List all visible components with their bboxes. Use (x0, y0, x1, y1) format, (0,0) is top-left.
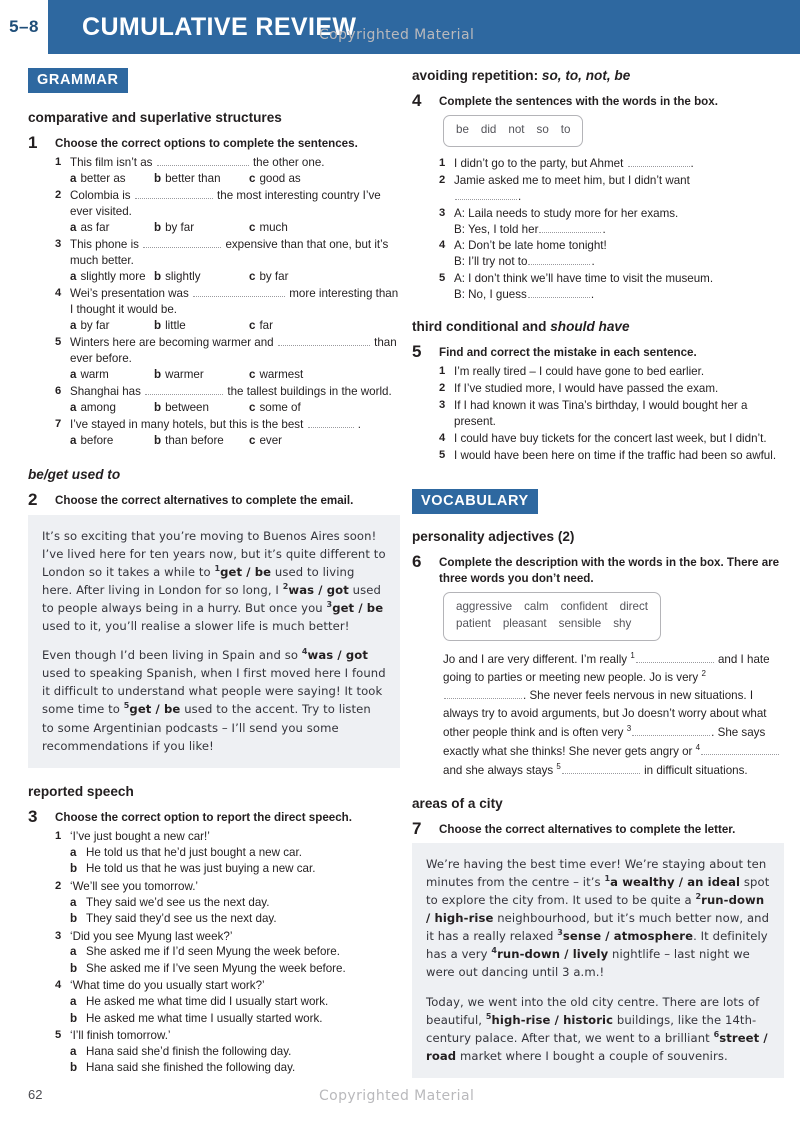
option-a[interactable]: a by far (70, 319, 110, 333)
exercise-3-items (55, 829, 400, 1077)
alternative-choice[interactable]: was / got (288, 582, 349, 597)
item-text: If I had known it was Tina’s birthday, I would bought her a present. (454, 398, 748, 428)
list-item (55, 188, 400, 236)
item-number: 1 (55, 829, 62, 842)
item-number: 3 (439, 398, 446, 411)
item-text-after: . (518, 189, 522, 203)
option-c[interactable]: c some of (249, 401, 301, 415)
heading-personality-adjectives: personality adjectives (2) (412, 529, 575, 545)
dialogue-line-b: B: No, I guess . (454, 288, 595, 302)
answer-blank[interactable] (636, 652, 714, 663)
item-number: 3 (55, 238, 62, 251)
item-text-before: I didn’t go to the party, but Ahmet (454, 157, 624, 171)
answer-blank[interactable] (562, 763, 640, 774)
option-a[interactable]: a before (70, 434, 114, 448)
word-box-item[interactable]: did (480, 123, 497, 137)
item-number: 4 (439, 431, 446, 444)
item-text-before: I’ve stayed in many hotels, but this is the best (70, 418, 304, 432)
word-box-item[interactable]: calm (524, 600, 549, 614)
item-number: 4 (55, 287, 62, 300)
exercise-2-rubric: Choose the correct alternatives to complete the email. (55, 494, 354, 508)
option-b[interactable]: b slightly (154, 270, 201, 284)
page-title: CUMULATIVE REVIEW (82, 13, 357, 41)
option-row (70, 400, 400, 416)
item-number: 2 (55, 879, 62, 892)
answer-blank[interactable] (157, 156, 249, 167)
answer-blank[interactable] (632, 726, 710, 737)
letter-panel (412, 843, 784, 1078)
option-b[interactable]: b little (154, 319, 186, 333)
exercise-3-rubric: Choose the correct option to report the direct speech. (55, 810, 352, 824)
option-c[interactable]: c warmest (249, 368, 304, 382)
alternative-choice[interactable]: a wealthy / an ideal (610, 875, 741, 890)
list-item[interactable] (439, 381, 784, 397)
gap-number: 4 (695, 743, 701, 753)
heading-avoiding-repetition: avoiding repetition: so, to, not, be (412, 68, 631, 83)
alternative-choice[interactable]: street / road (426, 1030, 768, 1063)
left-column (28, 68, 400, 1091)
answer-blank[interactable] (143, 238, 221, 249)
list-item (439, 206, 784, 238)
list-item[interactable] (439, 398, 784, 430)
dialogue-line-b: B: I’ll try not to . (454, 255, 595, 269)
option-c[interactable]: c far (249, 319, 273, 333)
item-number: 2 (439, 382, 446, 395)
option-a[interactable]: a He told us that he’d just bought a new car. (70, 845, 302, 859)
option-row (70, 433, 400, 449)
alternative-choice[interactable]: get / be (332, 601, 384, 616)
answer-blank[interactable] (145, 385, 223, 396)
exercise-2-number: 2 (28, 490, 38, 510)
word-box-item[interactable]: pleasant (502, 616, 547, 630)
answer-blank[interactable] (539, 222, 601, 233)
item-text-before: This phone is (70, 238, 139, 252)
option-c[interactable]: c by far (249, 270, 289, 284)
option-c[interactable]: c ever (249, 434, 283, 448)
list-item (55, 237, 400, 285)
list-item (55, 978, 400, 1027)
list-item[interactable] (439, 431, 784, 447)
direct-speech-prompt: ‘I’ve just bought a new car!’ (70, 829, 210, 843)
item-number: 3 (55, 929, 62, 942)
list-item (55, 1028, 400, 1077)
option-row (70, 269, 400, 285)
heading-third-conditional: third conditional and should have (412, 318, 630, 334)
option-stack (70, 895, 400, 928)
section-badge-grammar: GRAMMAR (28, 68, 128, 93)
exercise-7-number: 7 (412, 818, 422, 838)
option-a[interactable]: a They said we’d see us the next day. (70, 895, 270, 909)
alternative-choice[interactable]: get / be (220, 564, 272, 579)
letter-paragraph-2: Today, we went into the old city centre. There are lots of beautiful, $^5$high-rise / historic buildings, like the 14th-century palace. After that, we went to a brilliant $^6$street / road market where I bought a couple of souvenirs. (426, 994, 768, 1063)
item-text-after: . (357, 418, 361, 432)
exercise-4 (412, 90, 784, 303)
option-a[interactable]: a slightly more (70, 270, 146, 284)
option-b[interactable]: b warmer (154, 368, 204, 382)
item-number: 1 (439, 365, 446, 378)
answer-blank[interactable] (455, 189, 517, 200)
word-box-item[interactable]: shy (613, 616, 632, 630)
word-box-item[interactable]: confident (560, 600, 608, 614)
item-text-before: Winters here are becoming warmer and (70, 336, 274, 350)
direct-speech-prompt: ‘What time do you usually start work?’ (70, 979, 265, 993)
exercise-6 (412, 552, 784, 779)
option-b[interactable]: b between (154, 401, 209, 415)
item-text-before: Jamie asked me to meet him, but I didn’t want (454, 173, 690, 187)
option-stack (70, 944, 400, 977)
option-a[interactable]: a She asked me if I’d seen Myung the week before. (70, 945, 340, 959)
heading-comparative-superlative: comparative and superlative structures (28, 110, 282, 125)
dialogue-line-a: A: Laila needs to study more for her exams. (454, 206, 679, 220)
item-text-before: Wei’s presentation was (70, 287, 189, 301)
item-text-after: the other one. (252, 156, 325, 170)
answer-blank[interactable] (444, 689, 522, 700)
item-number: 3 (439, 206, 446, 219)
item-number: 4 (55, 979, 62, 992)
alternative-choice[interactable]: get / be (129, 702, 181, 717)
option-row (70, 367, 400, 383)
item-number: 5 (55, 1029, 62, 1042)
exercise-5 (412, 341, 784, 464)
exercise-2 (28, 490, 400, 767)
list-item[interactable] (439, 364, 784, 380)
item-text: If I’ve studied more, I would have passed the exam. (454, 382, 719, 396)
option-stack (70, 845, 400, 878)
option-c[interactable]: c good as (249, 172, 301, 186)
option-b[interactable]: b than before (154, 434, 224, 448)
email-paragraph-2: Even though I’d been living in Spain and so $^4$was / got used to speaking Spanish, when I first moved here I found it difficult to understand what people were saying! It took some time to $^5$get / be used to the accent. Try to listen to some Argentinian podcasts – I’ll send you some recommendations if you like! (42, 647, 386, 753)
alternative-choice[interactable]: run-down / high-rise (426, 893, 765, 926)
alternative-choice[interactable]: high-rise / historic (491, 1012, 614, 1027)
word-box-row (456, 599, 648, 616)
gap-number: 3 (626, 724, 632, 734)
word-box-item[interactable]: so (536, 123, 549, 137)
word-box-item[interactable]: aggressive (456, 600, 513, 614)
option-c[interactable]: c much (249, 221, 288, 235)
item-number: 7 (55, 418, 62, 431)
alternative-choice[interactable]: run-down / lively (497, 947, 609, 962)
item-number: 5 (55, 336, 62, 349)
item-text-after: more interesting than I thought it would be. (70, 287, 399, 317)
exercise-7-rubric: Choose the correct alternatives to complete the letter. (439, 822, 736, 836)
item-number: 2 (439, 173, 446, 186)
option-a[interactable]: a Hana said she’d finish the following day. (70, 1044, 292, 1058)
list-item (439, 156, 784, 172)
list-item (55, 335, 400, 383)
exercise-5-items (439, 364, 784, 463)
word-box (443, 592, 661, 641)
watermark-bottom: Copyrighted Material (319, 1088, 475, 1104)
heading-reported-speech: reported speech (28, 783, 134, 799)
option-b[interactable]: b by far (154, 221, 195, 235)
alternative-choice[interactable]: was / got (307, 648, 368, 663)
answer-blank[interactable] (528, 288, 590, 299)
answer-blank[interactable] (135, 189, 213, 200)
exercise-1-items (55, 155, 400, 449)
alternative-choice[interactable]: sense / atmosphere (562, 929, 694, 944)
watermark-top: Copyrighted Material (319, 27, 475, 43)
option-stack (70, 994, 400, 1027)
item-text: I could have buy tickets for the concert last week, but I didn’t. (454, 431, 767, 445)
exercise-5-number: 5 (412, 341, 422, 361)
gap-number: 5 (556, 761, 561, 771)
exercise-3-number: 3 (28, 806, 38, 826)
option-a[interactable]: a as far (70, 221, 110, 235)
item-text-before: Shanghai has (70, 385, 141, 399)
exercise-1 (28, 132, 400, 449)
gap-number: 2 (701, 669, 706, 679)
item-text-after: than ever before. (70, 336, 397, 366)
option-a[interactable]: a warm (70, 368, 109, 382)
gap-number: 1 (630, 650, 635, 660)
item-text: I’m really tired – I could have gone to bed earlier. (454, 365, 705, 379)
word-box-item[interactable]: patient (456, 616, 491, 630)
letter-paragraph-1: We’re having the best time ever! We’re staying about ten minutes from the centre – it’s $^1$a wealthy / an ideal spot to explore the city from. It used to be quite a $^2$run-down / high-rise neighbourhood, but it’s much better now, and it has a really relaxed $^3$sense / atmosphere. It definitely has a very $^4$run-down / lively nightlife – last night we were out dancing until 3 a.m.! (426, 857, 770, 980)
exercise-3 (28, 806, 400, 1077)
direct-speech-prompt: ‘Did you see Myung last week?’ (70, 929, 233, 943)
list-item (55, 286, 400, 334)
dialogue-line-a: A: Don’t be late home tonight! (454, 239, 607, 253)
list-item (439, 238, 784, 270)
exercise-1-rubric: Choose the correct options to complete the sentences. (55, 136, 358, 150)
section-badge-vocabulary: VOCABULARY (412, 489, 538, 514)
option-row (70, 318, 400, 334)
option-row (70, 220, 400, 236)
exercise-6-number: 6 (412, 552, 422, 572)
option-stack (70, 1044, 400, 1077)
answer-blank[interactable] (278, 336, 370, 347)
exercise-5-rubric: Find and correct the mistake in each sentence. (439, 345, 697, 359)
exercise-1-number: 1 (28, 132, 38, 152)
list-item (55, 155, 400, 187)
exercise-6-rubric: Complete the description with the words in the box. There are three words you don’t need. (439, 556, 780, 585)
heading-areas-of-a-city: areas of a city (412, 795, 503, 811)
description-gapfill: Jo and I are very different. I’m really $^1$ and I hate going to parties or meeting new people. Jo is very $^2$. She never feels nervous in new situations. I always try to avoid arguments, but Jo doesn’t worry about what other people think and is often very $^3$ . She says exactly what she thinks! She never gets angry or $^4$ and she always stays $^5$ in difficult situations. (443, 650, 784, 780)
dialogue-line-a: A: I don’t think we’ll have time to visit the museum. (454, 272, 714, 286)
answer-blank[interactable] (193, 287, 285, 298)
email-paragraph-1: It’s so exciting that you’re moving to Buenos Aires soon! I’ve lived here for ten years now, but it’s quite different to London so it takes a while to $^1$get / be used to living here. After living in London for so long, I $^2$was / got used to people always being in a hurry. But once you $^3$get / be used to it, you’ll realise a slower life is much better! (42, 528, 386, 634)
unit-range-label: 5–8 (9, 17, 39, 36)
item-text-after: the most interesting country I’ve ever visited. (70, 189, 381, 219)
list-item[interactable] (439, 448, 784, 464)
item-text-after: . (690, 157, 694, 171)
option-b[interactable]: b Hana said she finished the following day. (70, 1061, 296, 1075)
item-text-after: the tallest buildings in the world. (227, 385, 392, 399)
email-panel (28, 515, 400, 768)
item-number: 1 (55, 156, 62, 169)
answer-blank[interactable] (308, 418, 354, 429)
item-number: 6 (55, 385, 62, 398)
option-row (70, 171, 400, 187)
option-b[interactable]: b She asked me if I’ve seen Myung the week before. (70, 961, 346, 975)
item-text-before: Colombia is (70, 189, 131, 203)
answer-blank[interactable] (701, 744, 779, 755)
list-item (55, 384, 400, 416)
item-text-after: expensive than that one, but it’s much better. (70, 238, 389, 268)
exercise-7 (412, 818, 784, 1078)
list-item (55, 417, 400, 449)
option-a[interactable]: a He asked me what time did I usually start work. (70, 995, 329, 1009)
dialogue-line-b: B: Yes, I told her . (454, 222, 606, 236)
exercise-4-items (439, 156, 784, 303)
item-number: 5 (439, 448, 446, 461)
option-b[interactable]: b He asked me what time I usually started work. (70, 1011, 323, 1025)
option-b[interactable]: b better than (154, 172, 221, 186)
option-a[interactable]: a better as (70, 172, 126, 186)
option-b[interactable]: b He told us that he was just buying a new car. (70, 862, 316, 876)
option-b[interactable]: b They said they’d see us the next day. (70, 912, 277, 926)
item-number: 4 (439, 239, 446, 252)
word-box-item[interactable]: be (456, 123, 469, 137)
item-number: 2 (55, 189, 62, 202)
list-item (439, 271, 784, 303)
exercise-4-number: 4 (412, 90, 422, 110)
word-box-item[interactable]: to (560, 123, 571, 137)
word-box-item[interactable]: sensible (558, 616, 602, 630)
right-column (412, 68, 784, 1092)
direct-speech-prompt: ‘I’ll finish tomorrow.’ (70, 1029, 171, 1043)
list-item (55, 929, 400, 978)
word-box (443, 115, 583, 147)
exercise-4-rubric: Complete the sentences with the words in the box. (439, 94, 718, 108)
list-item (55, 879, 400, 928)
word-box-row (456, 616, 648, 633)
item-number: 5 (439, 272, 446, 285)
item-text: I would have been here on time if the traffic had been so awful. (454, 448, 777, 462)
word-box-item[interactable]: direct (619, 600, 648, 614)
answer-blank[interactable] (628, 157, 690, 168)
page-number: 62 (28, 1087, 43, 1102)
answer-blank[interactable] (528, 255, 590, 266)
heading-be-get-used-to: be/get used to (28, 467, 121, 483)
list-item (55, 829, 400, 878)
option-a[interactable]: a among (70, 401, 116, 415)
item-number: 1 (439, 157, 446, 170)
direct-speech-prompt: ‘We’ll see you tomorrow.’ (70, 879, 199, 893)
list-item (439, 173, 784, 205)
item-text-before: This film isn’t as (70, 156, 153, 170)
word-box-item[interactable]: not (508, 123, 525, 137)
